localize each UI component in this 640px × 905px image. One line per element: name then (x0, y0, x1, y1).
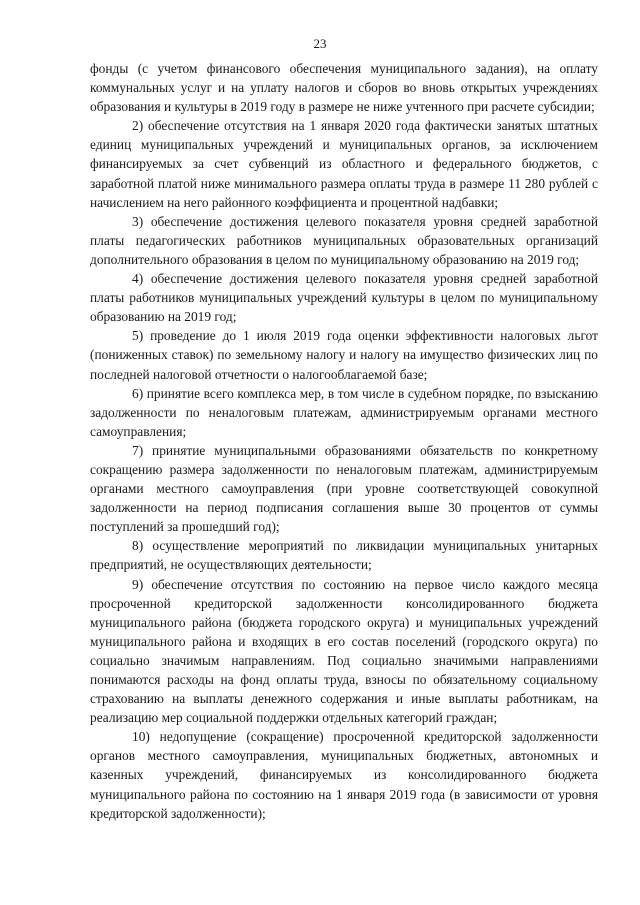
page-number: 23 (313, 36, 327, 51)
paragraph-2: 2) обеспечение отсутствия на 1 января 2020 года фактически занятых штатных единиц муниципальных учреждений и муниципальных органов, за исключением финансируемых за счет субвенций из областного и федерального бюджетов, с заработной платой ниже минимального размера оплаты труда в размере 11 280 рублей с начислением на него районного коэффициента и процентной надбавки; (90, 118, 598, 210)
paragraph-8: 8) осуществление мероприятий по ликвидации муниципальных унитарных предприятий, не осуществляющих деятельности; (90, 538, 598, 573)
paragraph-1: фонды (с учетом финансового обеспечения муниципального задания), на оплату коммунальных услуг и на уплату налогов и сборов во вновь открытых учреждениях образования и культуры в 2019 году в размере не ниже учтенного при расчете субсидии; (90, 61, 598, 115)
paragraph-4: 4) обеспечение достижения целевого показателя уровня средней заработной платы работников муниципальных учреждений культуры в целом по муниципальному образованию на 2019 год; (90, 271, 598, 325)
paragraph-6: 6) принятие всего комплекса мер, в том числе в судебном порядке, по взысканию задолженности по неналоговым платежам, администрируемым органами местного самоуправления; (90, 385, 598, 439)
paragraph-3: 3) обеспечение достижения целевого показателя уровня средней заработной платы педагогических работников муниципальных образовательных организаций дополнительного образования в целом по муниципальному образованию на 2019 год; (90, 213, 598, 267)
paragraph-7: 7) принятие муниципальными образованиями обязательств по конкретному сокращению размера задолженности по неналоговым платежам, администрируемым органами местного самоуправления (при уровне соответствующей совокупной задолженности на период подписания соглашения выше 30 процентов от суммы поступлений за прошедший год); (90, 442, 598, 535)
paragraph-9: 9) обеспечение отсутствия по состоянию на первое число каждого месяца просроченной кредиторской задолженности консолидированного бюджета муниципального района (бюджета городского округа) и муниципальных учреждений муниципального района и входящих в его состав поселений (городского округа) по социально значимым направлениям. Под социально значимыми направлениями понимаются расходы на фонд оплаты труда, взносы по обязательному социальному страхованию на выплаты денежного содержания и иные выплаты работникам, на реализацию мер социальной поддержки отдельных категорий граждан; (90, 576, 598, 726)
document-body (90, 59, 598, 823)
paragraph-5: 5) проведение до 1 июля 2019 года оценки эффективности налоговых льгот (пониженных ставок) по земельному налогу и налогу на имущество физических лиц по последней налоговой отчетности о налогооблагаемой базе; (90, 328, 598, 382)
paragraph-10: 10) недопущение (сокращение) просроченной кредиторской задолженности органов местного самоуправления, муниципальных бюджетных, автономных и казенных учреждений, финансируемых из консолидированного бюджета муниципального района по состоянию на 1 января 2019 года (в зависимости от уровня кредиторской задолженности); (90, 729, 598, 821)
